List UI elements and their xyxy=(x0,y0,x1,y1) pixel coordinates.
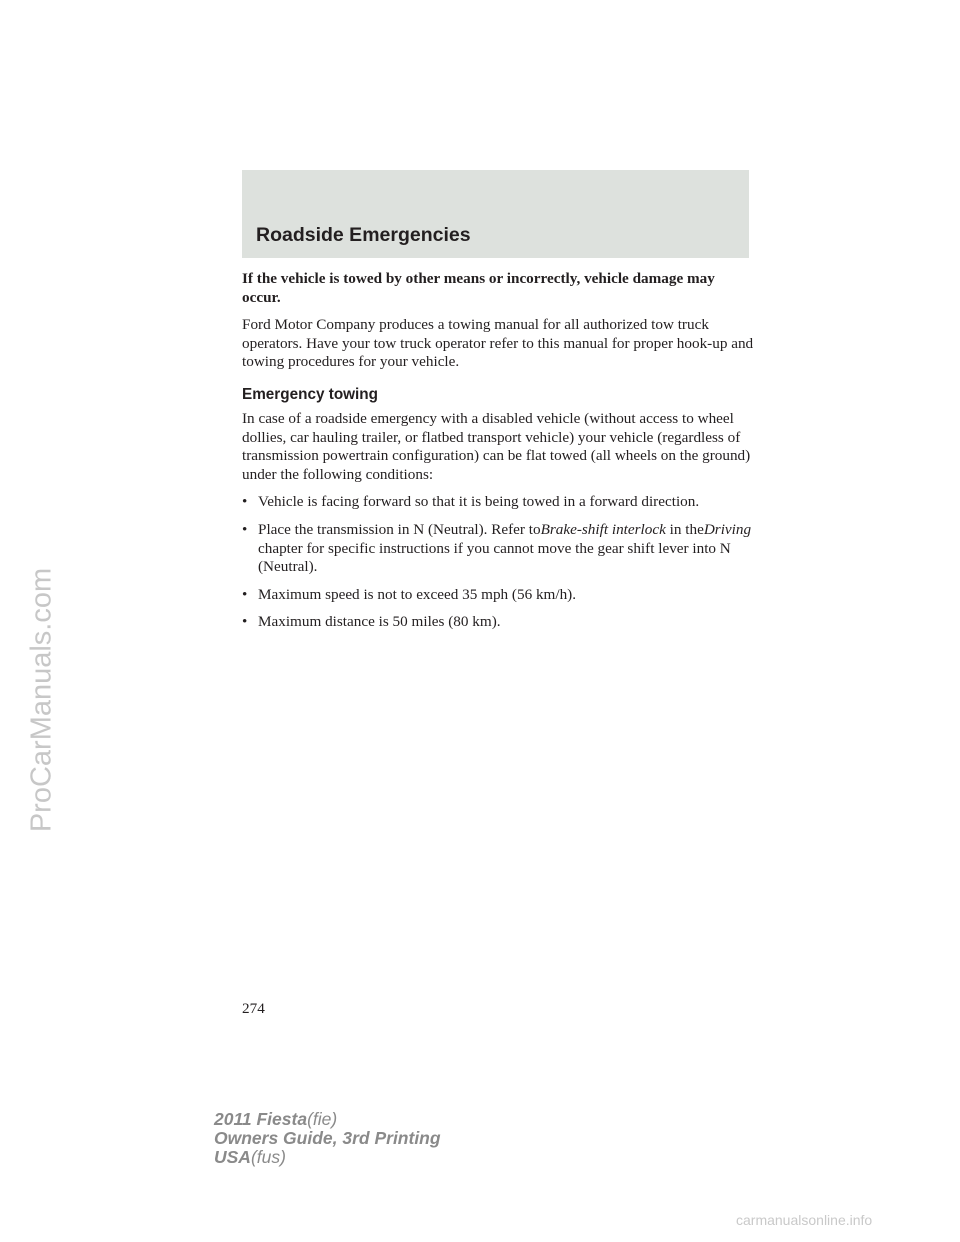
section-title: Roadside Emergencies xyxy=(256,224,471,246)
list-item xyxy=(242,493,754,512)
driving-chapter-reference: Driving xyxy=(703,520,752,538)
page-number: 274 xyxy=(242,1000,265,1017)
list-item-text: Vehicle is facing forward so that it is being towed in a forward direction. xyxy=(258,493,700,511)
list-item-text: Maximum speed is not to exceed 35 mph (56 km/h). xyxy=(258,585,577,603)
bullet-icon: • xyxy=(242,520,248,538)
list-item-text: chapter for specific instructions if you cannot move the gear shift lever into N (Neutral). xyxy=(258,539,731,576)
footer-market: USA xyxy=(214,1147,251,1167)
bullet-icon: • xyxy=(242,585,248,603)
side-watermark xyxy=(22,510,62,890)
side-watermark-text: ProCarManuals.com xyxy=(25,567,58,833)
footer-model-code: (fie) xyxy=(307,1109,338,1129)
bullet-icon: • xyxy=(242,613,248,631)
footer-guide: Owners Guide, 3rd Printing xyxy=(214,1128,441,1148)
list-item xyxy=(242,521,754,577)
footer-line-market xyxy=(214,1148,441,1167)
footer-model: 2011 Fiesta xyxy=(214,1109,308,1129)
page-content xyxy=(242,270,754,641)
list-item-text: Place the transmission in N (Neutral). Refer to xyxy=(258,520,541,538)
list-item-text: Maximum distance is 50 miles (80 km). xyxy=(258,613,501,631)
bottom-watermark: carmanualsonline.info xyxy=(736,1212,873,1228)
footer-line-model xyxy=(214,1110,441,1129)
warning-text: If the vehicle is towed by other means or incorrectly, vehicle damage may occur. xyxy=(242,270,715,306)
footer xyxy=(214,1110,441,1167)
subsection-intro: In case of a roadside emergency with a disabled vehicle (without access to wheel dollies, car hauling trailer, or flatbed transport vehicle) your vehicle (regardless of transmission powertrain configuration) can be flat towed (all wheels on the ground) under the following conditions: xyxy=(242,409,751,483)
list-item xyxy=(242,613,754,632)
conditions-list xyxy=(242,493,754,632)
footer-market-code: (fus) xyxy=(250,1147,286,1167)
brake-shift-interlock-reference: Brake-shift interlock xyxy=(540,520,666,538)
intro-paragraph: Ford Motor Company produces a towing manual for all authorized tow truck operators. Have your tow truck operator refer to this manual for proper hook-up and towing procedures for your vehicle. xyxy=(242,316,754,371)
subsection-heading: Emergency towing xyxy=(242,385,378,403)
list-item xyxy=(242,586,754,605)
bullet-icon: • xyxy=(242,493,248,511)
section-header-band xyxy=(242,170,749,258)
list-item-text: in the xyxy=(669,520,704,538)
